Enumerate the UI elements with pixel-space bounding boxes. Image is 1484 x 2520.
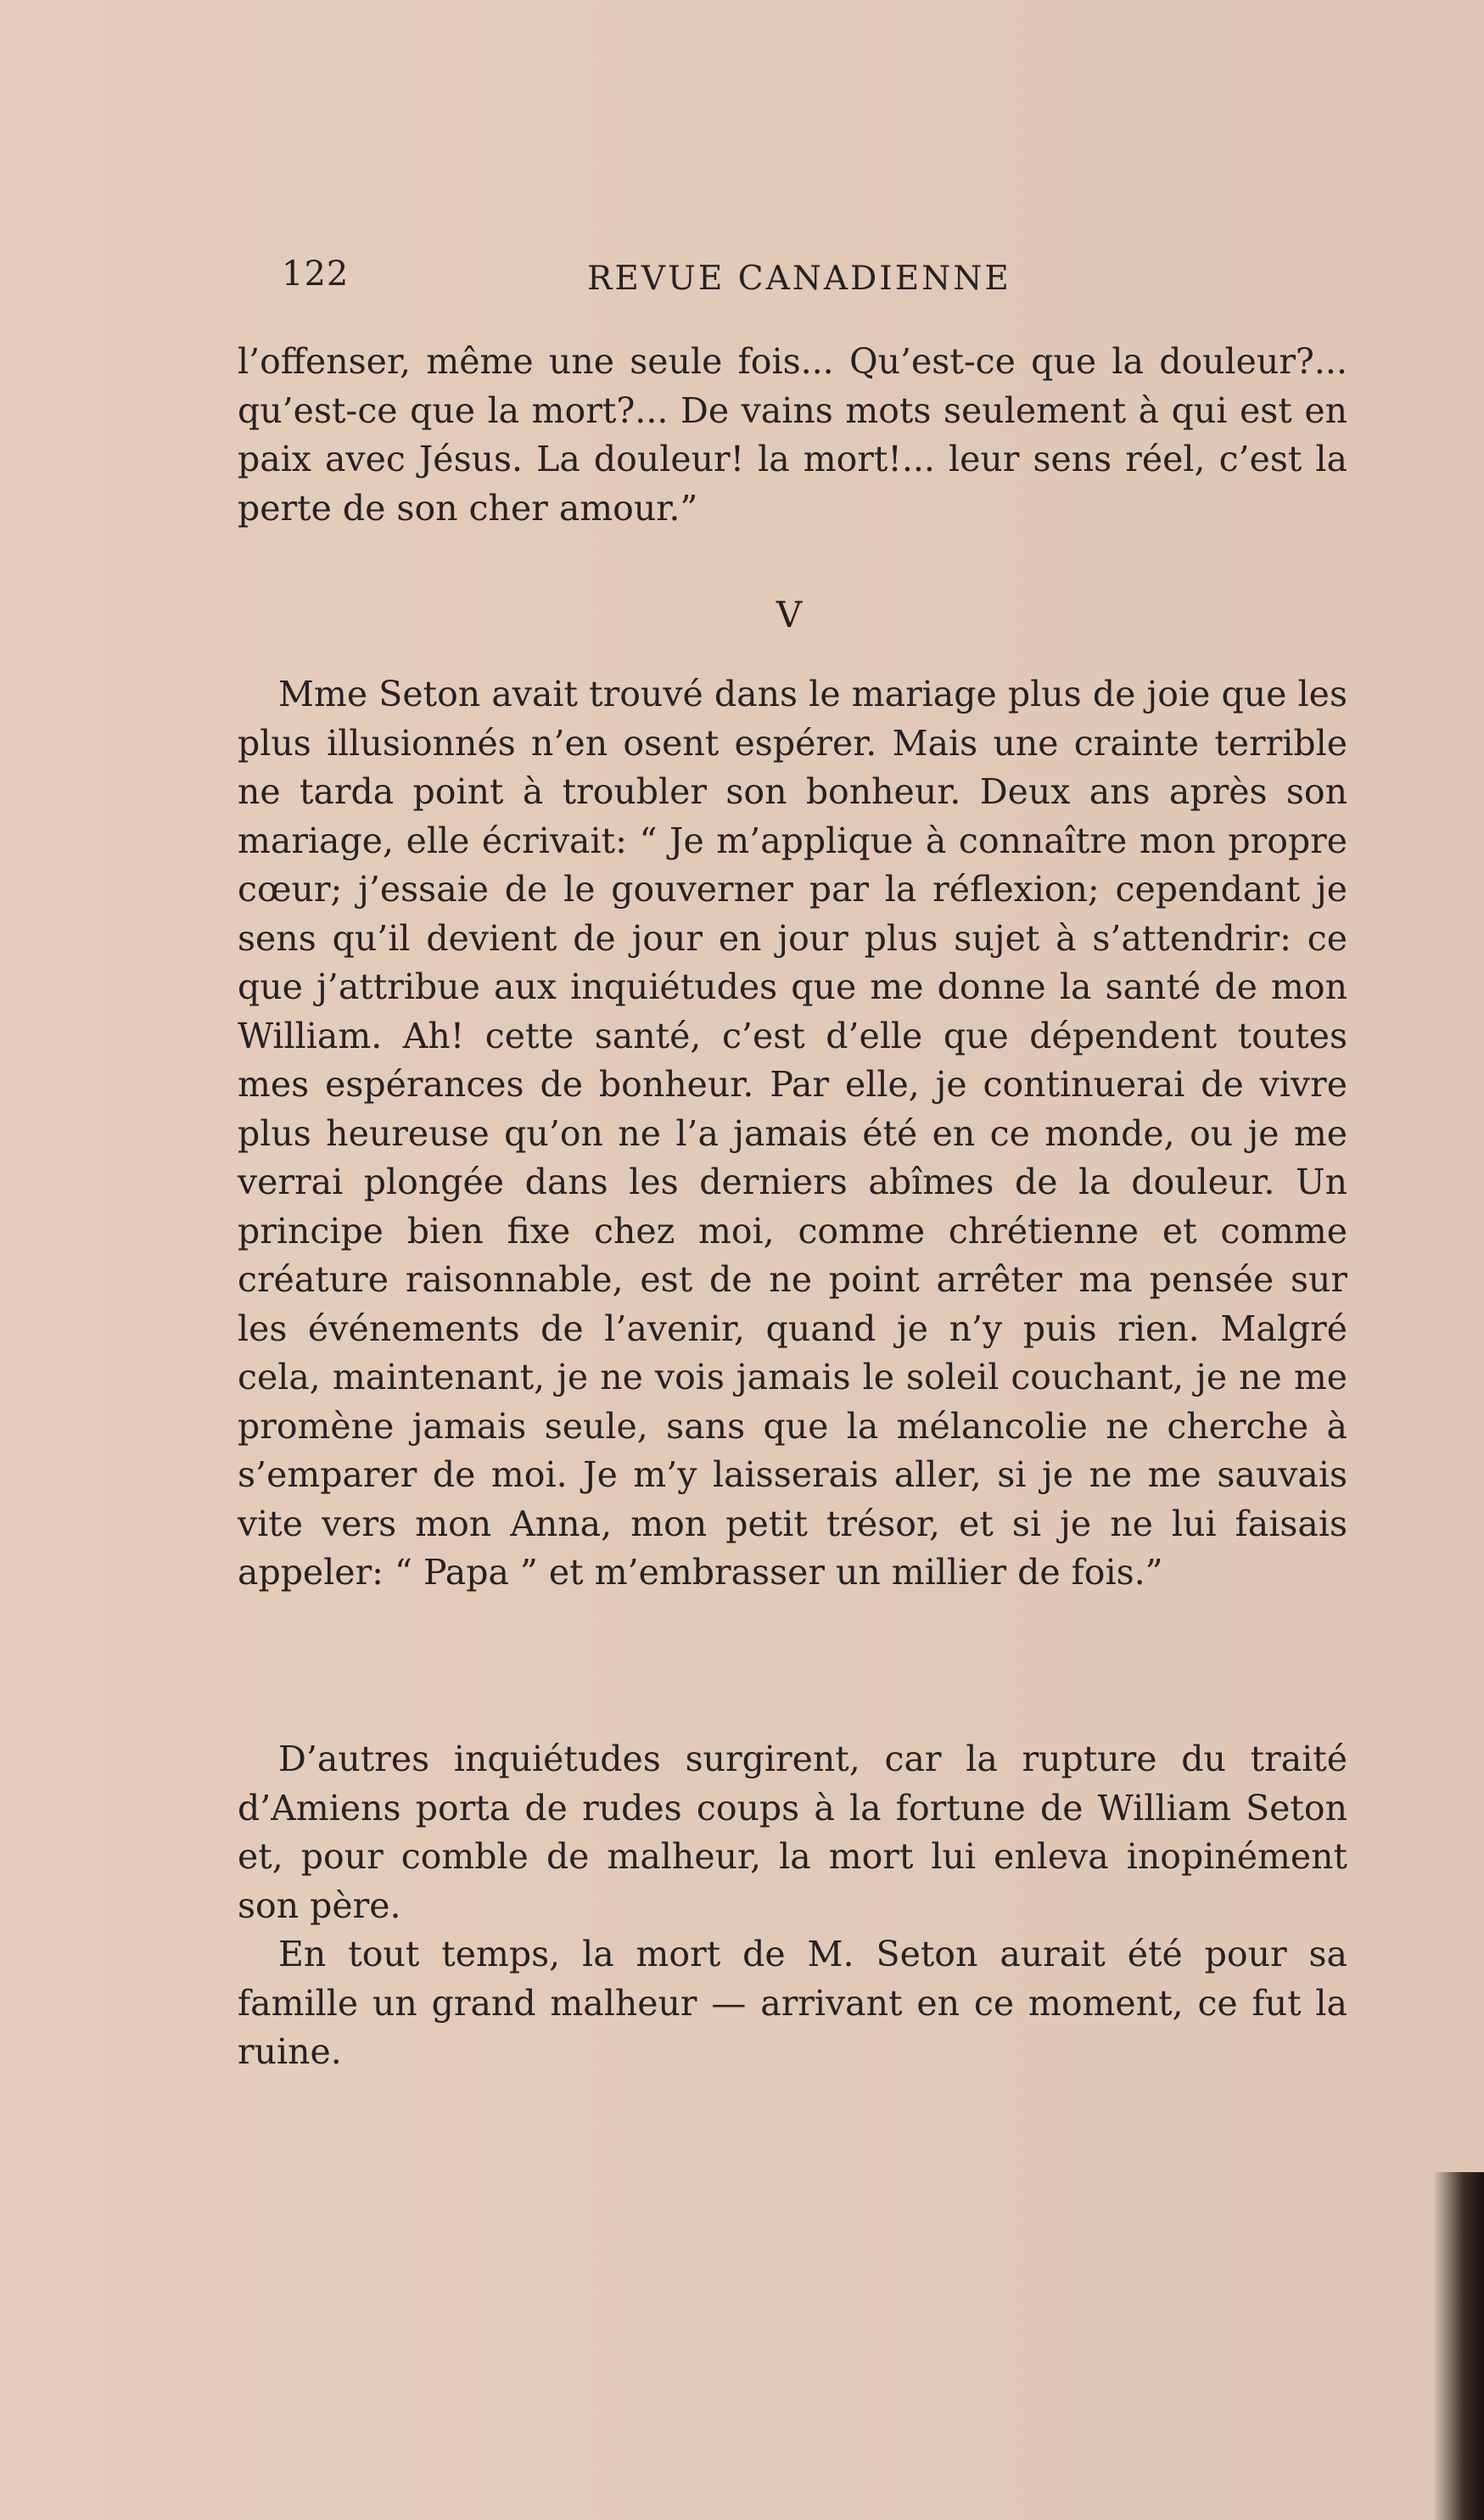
opening-paragraph-block	[238, 338, 1347, 533]
page-number: 122	[282, 255, 350, 294]
paragraph-continuation: l’offenser, même une seule fois... Qu’est-ce que la douleur?... qu’est-ce que la mort?... De vains mots seulement à qui est en paix avec Jésus. La douleur! la mort!... leur sens réel, c’est la perte de son cher amour.”	[238, 341, 1347, 529]
section-numeral: V	[776, 594, 803, 636]
binding-shadow	[1433, 2172, 1484, 2520]
paragraph-inquietudes: D’autres inquiétudes surgirent, car la rupture du traité d’Amiens porta de rudes coups à la fortune de William Seton et, pour comble de malheur, la mort lui enleva inopinément son père.	[238, 1739, 1347, 1926]
section-paragraph-block	[238, 670, 1347, 1598]
closing-paragraphs-block	[238, 1735, 1347, 2077]
journal-title: REVUE CANADIENNE	[587, 260, 1011, 298]
paragraph-letter-quote: Mme Seton avait trouvé dans le mariage plus de joie que les plus illusionnés n’en osent espérer. Mais une crainte terrible ne tarda point à troubler son bonheur. Deux ans après son mariage, elle écrivait: “ Je m’applique à connaître mon propre cœur; j’essaie de le gouverner par la réflexion; cependant je sens qu’il devient de jour en jour plus sujet à s’attendrir: ce que j’attribue aux inquiétudes que me donne la santé de mon William. Ah! cette santé, c’est d’elle que dépendent toutes mes espérances de bonheur. Par elle, je continuerai de vivre plus heureuse qu’on ne l’a jamais été en ce monde, ou je me verrai plongée dans les derniers abîmes de la douleur. Un principe bien fixe chez moi, comme chrétienne et comme créature raisonnable, est de ne point arrêter ma pensée sur les événements de l’avenir, quand je n’y puis rien. Malgré cela, maintenant, je ne vois jamais le soleil couchant, je ne me promène jamais seule, sans que la mélancolie ne cherche à s’emparer de moi. Je m’y laisserais aller, si je ne me sauvais vite vers mon Anna, mon petit trésor, et si je ne lui faisais appeler: “ Papa ” et m’embrasser un millier de fois.”	[238, 674, 1347, 1593]
running-head	[282, 255, 1045, 305]
paragraph-ruine: En tout temps, la mort de M. Seton aurait été pour sa famille un grand malheur — arrivant en ce moment, ce fut la ruine.	[238, 1934, 1347, 2072]
